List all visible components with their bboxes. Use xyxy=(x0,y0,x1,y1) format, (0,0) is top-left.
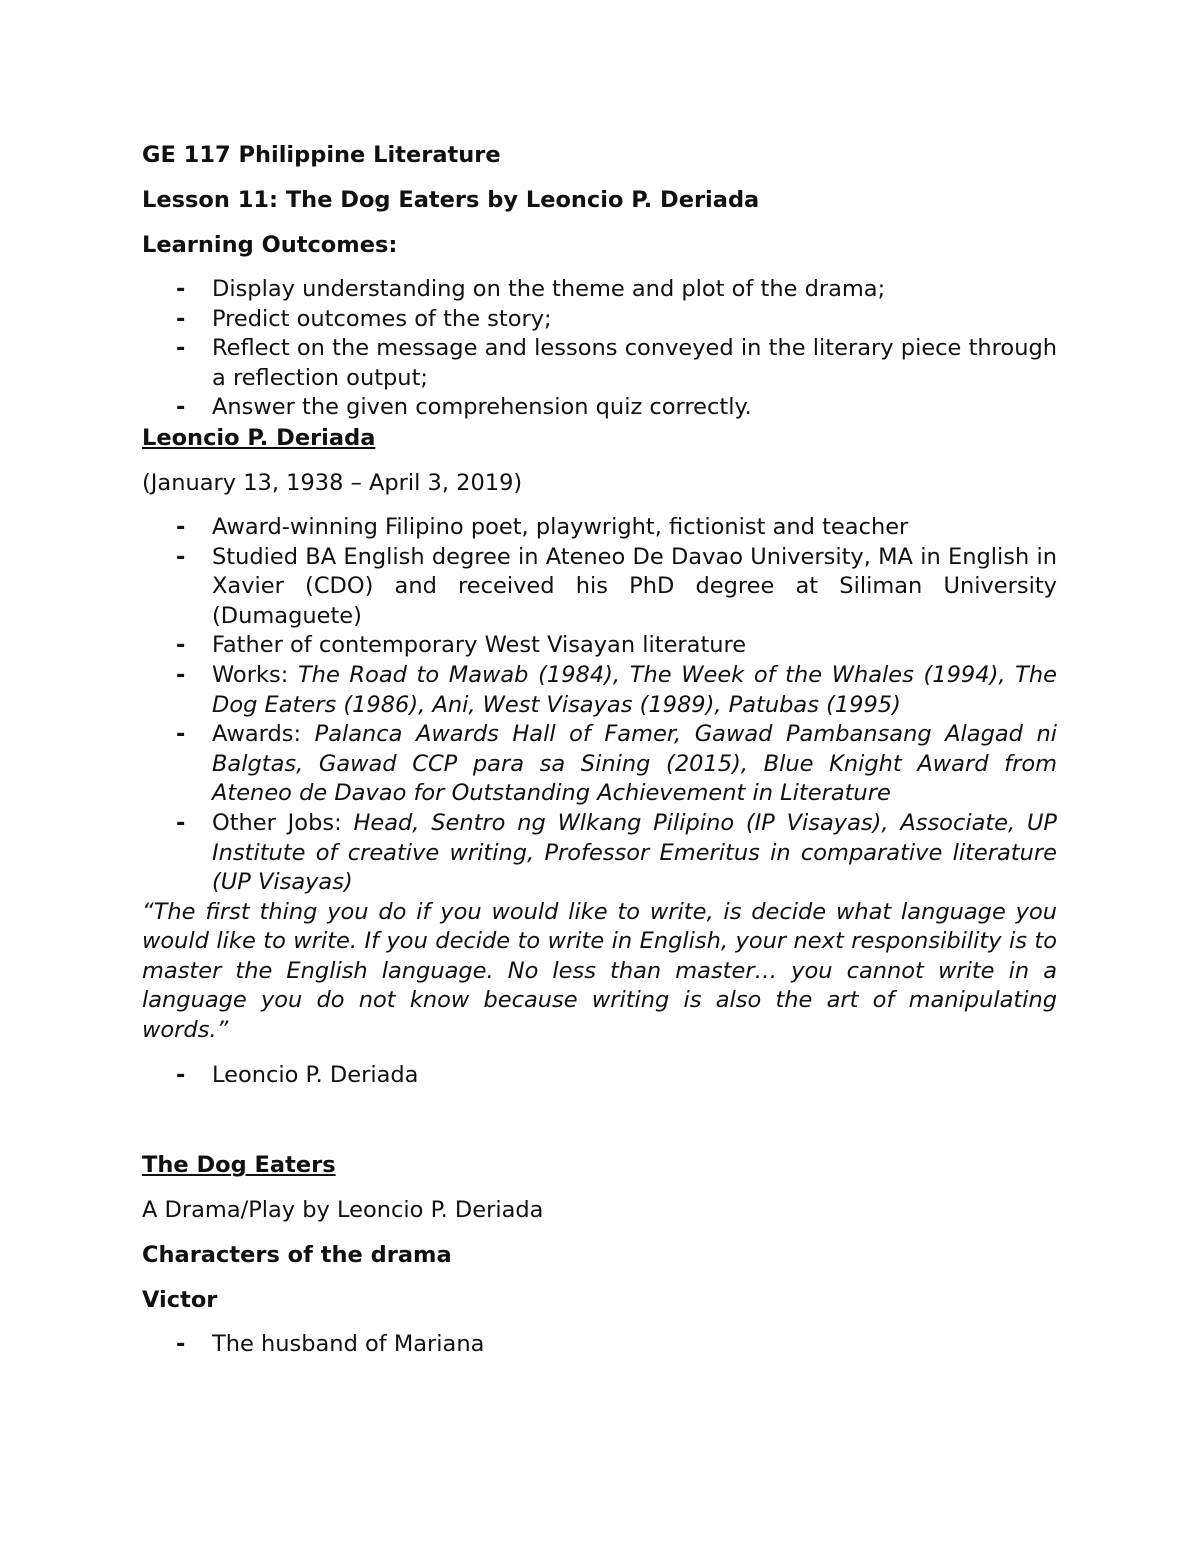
author-quote: “The first thing you do if you would like to write, is decide what language you would like to write. If you decide to write in English, your next responsibility is to master the English language. No less than master… you cannot write in a language you do not know because writing is also the art of manipulating words.” xyxy=(142,898,1057,1044)
works-label: Works: xyxy=(212,661,298,688)
outcomes-list xyxy=(142,275,1057,423)
play-heading: The Dog Eaters xyxy=(142,1152,336,1179)
awards-label: Awards: xyxy=(212,721,315,748)
list-item: - Predict outcomes of the story; xyxy=(176,305,552,332)
jobs-text: Head, Sentro ng Wlkang Pilipino (IP Visayas), Associate, UP Institute of creative writing, Professor Emeritus in comparative literature (UP Visayas) xyxy=(212,809,1057,896)
list-item: - Display understanding on the theme and plot of the drama; xyxy=(176,276,886,302)
list-item: - Other Jobs: Head, Sentro ng Wlkang Pilipino (IP Visayas), Associate, UP Institute of creative writing, Professor Emeritus in comparative literature (UP Visayas) xyxy=(176,809,1057,896)
list-item: - Awards: Palanca Awards Hall of Famer, Gawad Pambansang Alagad ni Balgtas, Gawad CCP para sa Sining (2015), Blue Knight Award from Ateneo de Davao for Outstanding Achievement in Literature xyxy=(176,721,1057,807)
character-list xyxy=(142,1330,1057,1360)
list-item: - Answer the given comprehension quiz correctly. xyxy=(176,394,752,421)
list-item: - The husband of Mariana xyxy=(176,1331,485,1358)
list-item: - Studied BA English degree in Ateneo De Davao University, MA in English in Xavier (CDO) and received his PhD degree at Siliman University (Dumaguete) xyxy=(176,543,1057,629)
play-subtitle: A Drama/Play by Leoncio P. Deriada xyxy=(142,1197,544,1224)
author-dates: (January 13, 1938 – April 3, 2019) xyxy=(142,469,523,496)
quote-attribution xyxy=(142,1061,1057,1091)
bio-list xyxy=(142,513,1057,898)
list-item: - Leoncio P. Deriada xyxy=(176,1061,419,1088)
jobs-label: Other Jobs: xyxy=(212,809,354,836)
character-name: Victor xyxy=(142,1287,218,1314)
works-text: The Road to Mawab (1984), The Week of the Whales (1994), The Dog Eaters (1986), Ani, West Visayas (1989), Patubas (1995) xyxy=(212,661,1057,718)
outcomes-heading: Learning Outcomes: xyxy=(142,232,398,258)
list-item: - Reflect on the message and lessons conveyed in the literary piece through a reflection output; xyxy=(176,335,1057,391)
list-item: - Award-winning Filipino poet, playwright, fictionist and teacher xyxy=(176,513,909,540)
list-item: - Father of contemporary West Visayan literature xyxy=(176,632,747,659)
lesson-title: Lesson 11: The Dog Eaters by Leoncio P. Deriada xyxy=(142,187,760,213)
author-heading: Leoncio P. Deriada xyxy=(142,424,376,451)
awards-text: Palanca Awards Hall of Famer, Gawad Pambansang Alagad ni Balgtas, Gawad CCP para sa Sining (2015), Blue Knight Award from Ateneo de Davao for Outstanding Achievement in Literature xyxy=(212,721,1057,807)
characters-heading: Characters of the drama xyxy=(142,1242,452,1269)
document-content xyxy=(142,140,1057,1360)
list-item: - Works: The Road to Mawab (1984), The Week of the Whales (1994), The Dog Eaters (1986), Ani, West Visayas (1989), Patubas (1995) xyxy=(176,661,1057,718)
course-title: GE 117 Philippine Literature xyxy=(142,142,501,168)
